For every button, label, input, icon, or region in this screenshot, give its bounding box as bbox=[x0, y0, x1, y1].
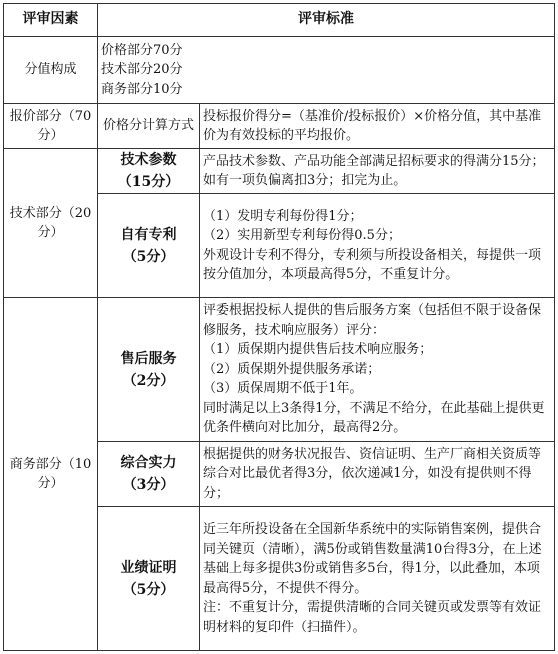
item-points: （5分） bbox=[122, 248, 175, 265]
tech-item-standard bbox=[200, 149, 555, 194]
standard-line: 外观设计专利不得分，专利须与所投设备相关，每提供一项按分值加分，本项最高得5分，不重复计分。 bbox=[203, 247, 542, 282]
standard-line: 注：不重复计分，需提供清晰的合同关键页或发票等有效证明材料的复印件（扫描件）。 bbox=[203, 600, 542, 635]
business-item-name bbox=[98, 298, 200, 442]
tech-item-name bbox=[98, 149, 200, 194]
score-composition-lines bbox=[98, 37, 555, 104]
business-item-name bbox=[98, 507, 200, 651]
standard-line: （1）质保期内提供售后技术响应服务； bbox=[203, 342, 433, 358]
business-item-standard bbox=[200, 507, 555, 651]
score-line: 商务部分10分 bbox=[101, 81, 183, 97]
business-item-standard bbox=[200, 298, 555, 442]
standard-line: 同时满足以上3条得1分，不满足不给分，在此基础上提供更优条件横向对比加分，最高得2分。 bbox=[203, 400, 545, 436]
item-points: （2分） bbox=[122, 372, 175, 389]
price-standard: 投标报价得分=（基准价/投标报价）×价格分值，其中基准价为有效投标的平均报价。 bbox=[200, 104, 555, 149]
standard-line: （3）质保周期不低于1年。 bbox=[203, 381, 363, 397]
item-points: （5分） bbox=[122, 581, 175, 598]
price-category: 报价部分（70分） bbox=[4, 104, 98, 149]
item-name: 综合实力 bbox=[120, 455, 177, 471]
evaluation-table bbox=[3, 3, 555, 651]
item-name: 售后服务 bbox=[120, 350, 177, 367]
price-method: 价格分计算方式 bbox=[98, 104, 200, 149]
item-name: 业绩证明 bbox=[120, 559, 177, 576]
item-name: 自有专利 bbox=[120, 226, 177, 243]
standard-line: 根据提供的财务状况报告、资信证明、生产厂商相关资质等综合对比最优者得3分，依次递减1分，如没有提供则不得分； bbox=[203, 446, 542, 501]
standard-line: （2）质保期外提供服务承诺； bbox=[203, 361, 381, 377]
standard-line: （2）实用新型专利每份得0.5分； bbox=[203, 228, 401, 243]
tech-item-standard bbox=[200, 194, 555, 298]
item-points: （3分） bbox=[122, 477, 175, 493]
score-line: 价格部分70分 bbox=[101, 42, 183, 58]
score-composition-label: 分值构成 bbox=[4, 37, 98, 104]
item-name: 技术参数 bbox=[120, 152, 177, 168]
tech-item-name bbox=[98, 194, 200, 298]
header-standard: 评审标准 bbox=[98, 4, 555, 37]
standard-line: 近三年所投设备在全国新华系统中的实际销售案例，提供合同关键页（清晰），满5份或销售数量满10台得3分，在上述基础上每多提供3份或销售多5台，得1分，以此叠加，本项最高得5分，不提供不得分。 bbox=[203, 522, 542, 596]
header-factor: 评审因素 bbox=[4, 4, 98, 37]
business-category: 商务部分（10分） bbox=[4, 298, 98, 651]
standard-line: （1）发明专利每份得1分； bbox=[203, 208, 363, 224]
standard-line: 评委根据投标人提供的售后服务方案（包括但不限于设备保修服务，技术响应服务）评分： bbox=[203, 303, 542, 338]
business-item-standard bbox=[200, 442, 555, 507]
score-line: 技术部分20分 bbox=[101, 62, 183, 78]
standard-line: 产品技术参数、产品功能全部满足招标要求的得满分15分；如有一项负偏离扣3分；扣完为止。 bbox=[203, 153, 545, 188]
tech-category: 技术部分（20分） bbox=[4, 149, 98, 298]
item-points: （15分） bbox=[117, 174, 180, 190]
business-item-name bbox=[98, 442, 200, 507]
